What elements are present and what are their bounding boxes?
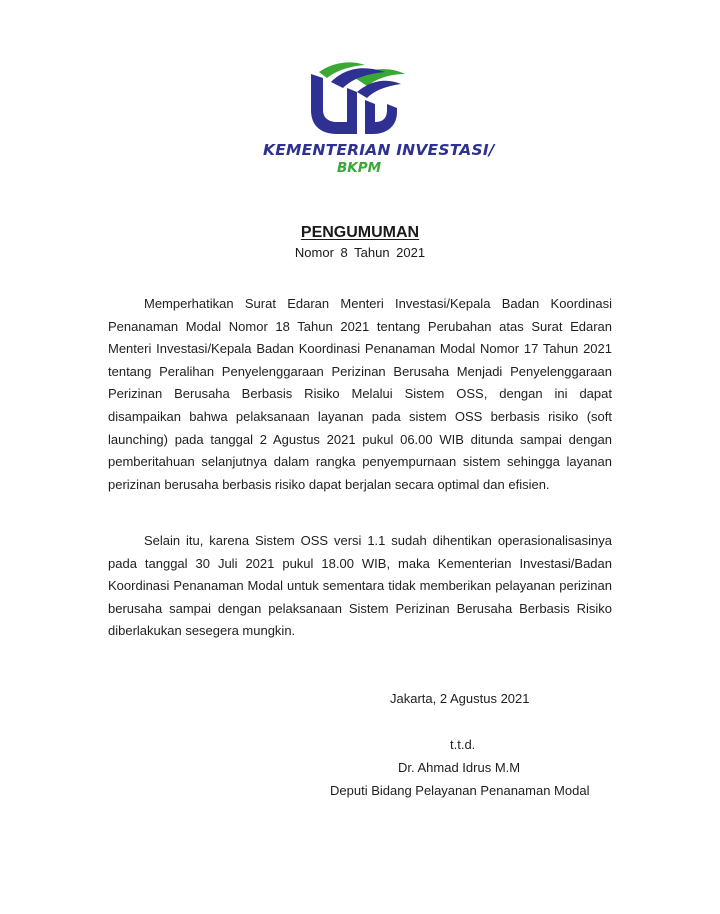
organization-abbreviation: BKPM (337, 160, 382, 176)
signatory-position: Deputi Bidang Pelayanan Penanaman Modal (330, 783, 590, 798)
body-paragraph-1: Memperhatikan Surat Edaran Menteri Investasi/Kepala Badan Koordinasi Penanaman Modal Nomor 18 Tahun 2021 tentang Perubahan atas Surat Edaran Menteri Investasi/Kepala Badan Koordinasi Penanaman Modal Nomor 17 Tahun 2021 tentang Peralihan Penyelenggaraan Perizinan Berusaha Menjadi Penyelenggaraan Perizinan Berusaha Berbasis Risiko Melalui Sistem OSS, dengan ini dapat disampaikan bahwa pelaksanaan layanan pada sistem OSS berbasis risiko (soft launching) pada tanggal 2 Agustus 2021 pukul 06.00 WIB ditunda sampai dengan pemberitahuan selanjutnya dalam rangka penyempurnaan sistem sehingga layanan perizinan berusaha berbasis risiko dapat berjalan secara optimal dan efisien. (108, 296, 612, 492)
bkpm-logo-icon (307, 58, 411, 138)
body-paragraph-2: Selain itu, karena Sistem OSS versi 1.1 sudah dihentikan operasionalisasinya pada tanggal 30 Juli 2021 pukul 18.00 WIB, maka Kementerian Investasi/Badan Koordinasi Penanaman Modal untuk sementara tidak memberikan pelayanan perizinan berusaha sampai dengan pelaksanaan Sistem Perizinan Berusaha Berbasis Risiko diberlakukan sesegera mungkin. (108, 533, 612, 639)
signatory-name: Dr. Ahmad Idrus M.M (398, 760, 521, 775)
logo-blue-vessel-right (365, 100, 397, 134)
signature-place-date: Jakarta, 2 Agustus 2021 (390, 691, 530, 706)
announcement-number: Nomor 8 Tahun 2021 (294, 245, 426, 260)
organization-name: KEMENTERIAN INVESTASI/ (263, 141, 495, 159)
announcement-title: PENGUMUMAN (300, 224, 420, 241)
signature-ttd: t.t.d. (450, 737, 476, 752)
